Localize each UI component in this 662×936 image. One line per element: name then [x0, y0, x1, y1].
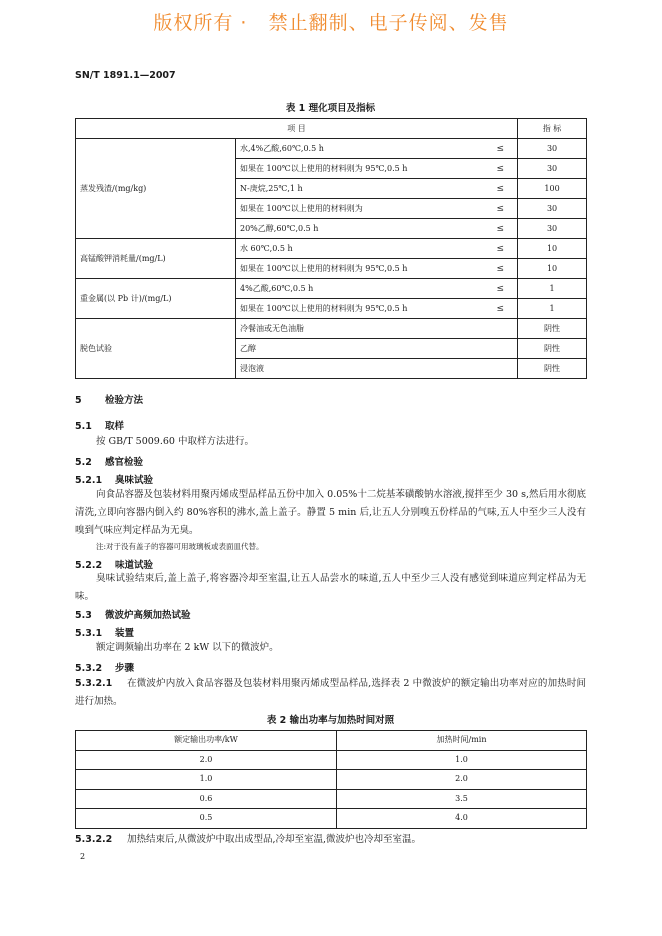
condition: 4%乙酸,60℃,0.5 h	[236, 279, 484, 299]
section-number: 5.2.1	[75, 475, 103, 486]
table-row	[76, 319, 587, 339]
document-number: SN/T 1891.1—2007	[75, 70, 176, 81]
group-name: 重金属(以 Pb 计)/(mg/L)	[76, 279, 236, 319]
section-number: 5.2	[75, 457, 92, 468]
limit-value: 阴性	[518, 359, 587, 379]
table1-caption: 表 1 理化项目及指标	[285, 103, 376, 114]
table-row	[76, 239, 587, 259]
section-number: 5	[75, 395, 82, 406]
condition: 如果在 100℃以上使用的材料则为 95℃,0.5 h	[236, 259, 484, 279]
table2-header-time: 加热时间/min	[337, 731, 587, 751]
section-5-3-2-1-text: 在微波炉内放入食品容器及包装材料用聚丙烯成型品样品,选择表 2 中微波炉的额定输出功率对应的加热时间进行加热。	[75, 678, 586, 707]
group-name: 蒸发残渣/(mg/kg)	[76, 139, 236, 239]
table-row	[76, 789, 587, 809]
limit-value: 30	[518, 199, 587, 219]
section-5-2-2-text: 臭味试验结束后,盖上盖子,将容器冷却至室温,让五人品尝水的味道,五人中至少三人没有感觉到味道应判定样品为无味。	[75, 573, 586, 602]
limit-value: 30	[518, 159, 587, 179]
time-value: 1.0	[337, 750, 587, 770]
section-number: 5.3.1	[75, 628, 103, 639]
page-number: 2	[80, 852, 86, 861]
limit-value: 阴性	[518, 319, 587, 339]
group-name: 高锰酸钾消耗量/(mg/L)	[76, 239, 236, 279]
comparator: ≤	[484, 139, 518, 159]
comparator: ≤	[484, 179, 518, 199]
section-title: 味道试验	[115, 560, 154, 571]
table1-header-row	[76, 119, 587, 139]
limit-value: 1	[518, 299, 587, 319]
section-5-3-2-2-text: 加热结束后,从微波炉中取出成型品,冷却至室温,微波炉也冷却至室温。	[127, 834, 422, 845]
table2-caption: 表 2 输出功率与加热时间对照	[266, 715, 395, 726]
section-5-heading	[75, 392, 143, 406]
condition: 浸泡液	[236, 359, 518, 379]
power-value: 0.6	[76, 789, 337, 809]
power-value: 1.0	[76, 770, 337, 790]
comparator: ≤	[484, 159, 518, 179]
section-title: 装置	[115, 628, 135, 639]
section-5-2-1-note: 注:对于没有盖子的容器可用玻璃板或表面皿代替。	[96, 542, 264, 551]
section-5-2-heading	[75, 454, 143, 468]
table-row	[76, 139, 587, 159]
section-number: 5.1	[75, 421, 92, 432]
power-value: 2.0	[76, 750, 337, 770]
condition: 如果在 100℃以上使用的材料则为	[236, 199, 484, 219]
condition: 水,4%乙酸,60℃,0.5 h	[236, 139, 484, 159]
section-5-3-1-heading	[75, 625, 134, 639]
limit-value: 100	[518, 179, 587, 199]
table1-header-value: 指 标	[518, 119, 587, 139]
section-title: 臭味试验	[115, 475, 154, 486]
section-5-1-heading	[75, 418, 124, 432]
section-number: 5.3	[75, 610, 92, 621]
table1-header-item: 项 目	[76, 119, 518, 139]
section-5-1-text: 按 GB/T 5009.60 中取样方法进行。	[96, 436, 254, 447]
section-title: 感官检验	[105, 457, 144, 468]
limit-value: 30	[518, 219, 587, 239]
condition: N-庚烷,25℃,1 h	[236, 179, 484, 199]
table2	[75, 730, 587, 829]
limit-value: 10	[518, 239, 587, 259]
section-number: 5.3.2.1	[75, 678, 113, 689]
section-title: 微波炉高频加热试验	[105, 610, 191, 621]
condition: 如果在 100℃以上使用的材料则为 95℃,0.5 h	[236, 299, 484, 319]
comparator: ≤	[484, 299, 518, 319]
comparator: ≤	[484, 219, 518, 239]
section-5-3-heading	[75, 607, 191, 621]
table-row	[76, 809, 587, 829]
condition: 20%乙醇,60℃,0.5 h	[236, 219, 484, 239]
comparator: ≤	[484, 199, 518, 219]
section-5-2-2-heading	[75, 557, 153, 571]
comparator: ≤	[484, 259, 518, 279]
section-5-3-2-1-paragraph	[75, 675, 586, 711]
section-5-2-1-text: 向食品容器及包装材料用聚丙烯成型品样品五份中加入 0.05%十二烷基苯磺酸钠水溶液,搅拌至少 30 s,然后用水彻底清洗,立即向容器内倒入约 80%容积的沸水,盖上盖子。静置 5 min 后,让五人分别嗅五份样品的气味,五人中至少三人没有嗅到气味应判定样品为无臭。	[75, 489, 586, 536]
condition: 如果在 100℃以上使用的材料则为 95℃,0.5 h	[236, 159, 484, 179]
table-row	[76, 750, 587, 770]
time-value: 4.0	[337, 809, 587, 829]
section-5-2-1-heading	[75, 472, 153, 486]
limit-value: 阴性	[518, 339, 587, 359]
limit-value: 1	[518, 279, 587, 299]
comparator: ≤	[484, 279, 518, 299]
section-number: 5.3.2	[75, 663, 103, 674]
table2-header-row	[76, 731, 587, 751]
section-5-3-1-text: 额定调频输出功率在 2 kW 以下的微波炉。	[96, 642, 279, 653]
time-value: 3.5	[337, 789, 587, 809]
section-number: 5.3.2.2	[75, 834, 113, 845]
group-name: 脱色试验	[76, 319, 236, 379]
section-5-3-2-heading	[75, 660, 134, 674]
comparator: ≤	[484, 239, 518, 259]
time-value: 2.0	[337, 770, 587, 790]
power-value: 0.5	[76, 809, 337, 829]
table2-header-power: 额定输出功率/kW	[76, 731, 337, 751]
condition: 水 60℃,0.5 h	[236, 239, 484, 259]
section-title: 取样	[105, 421, 125, 432]
limit-value: 10	[518, 259, 587, 279]
section-title: 检验方法	[105, 395, 144, 406]
section-number: 5.2.2	[75, 560, 103, 571]
limit-value: 30	[518, 139, 587, 159]
section-title: 步骤	[115, 663, 135, 674]
table1	[75, 118, 587, 379]
condition: 乙醇	[236, 339, 518, 359]
section-5-3-2-2-paragraph	[75, 831, 586, 849]
watermark-banner: 版权所有 · 禁止翻制、电子传阅、发售	[153, 12, 509, 34]
table-row	[76, 770, 587, 790]
table-row	[76, 279, 587, 299]
condition: 冷餐油或无色油脂	[236, 319, 518, 339]
